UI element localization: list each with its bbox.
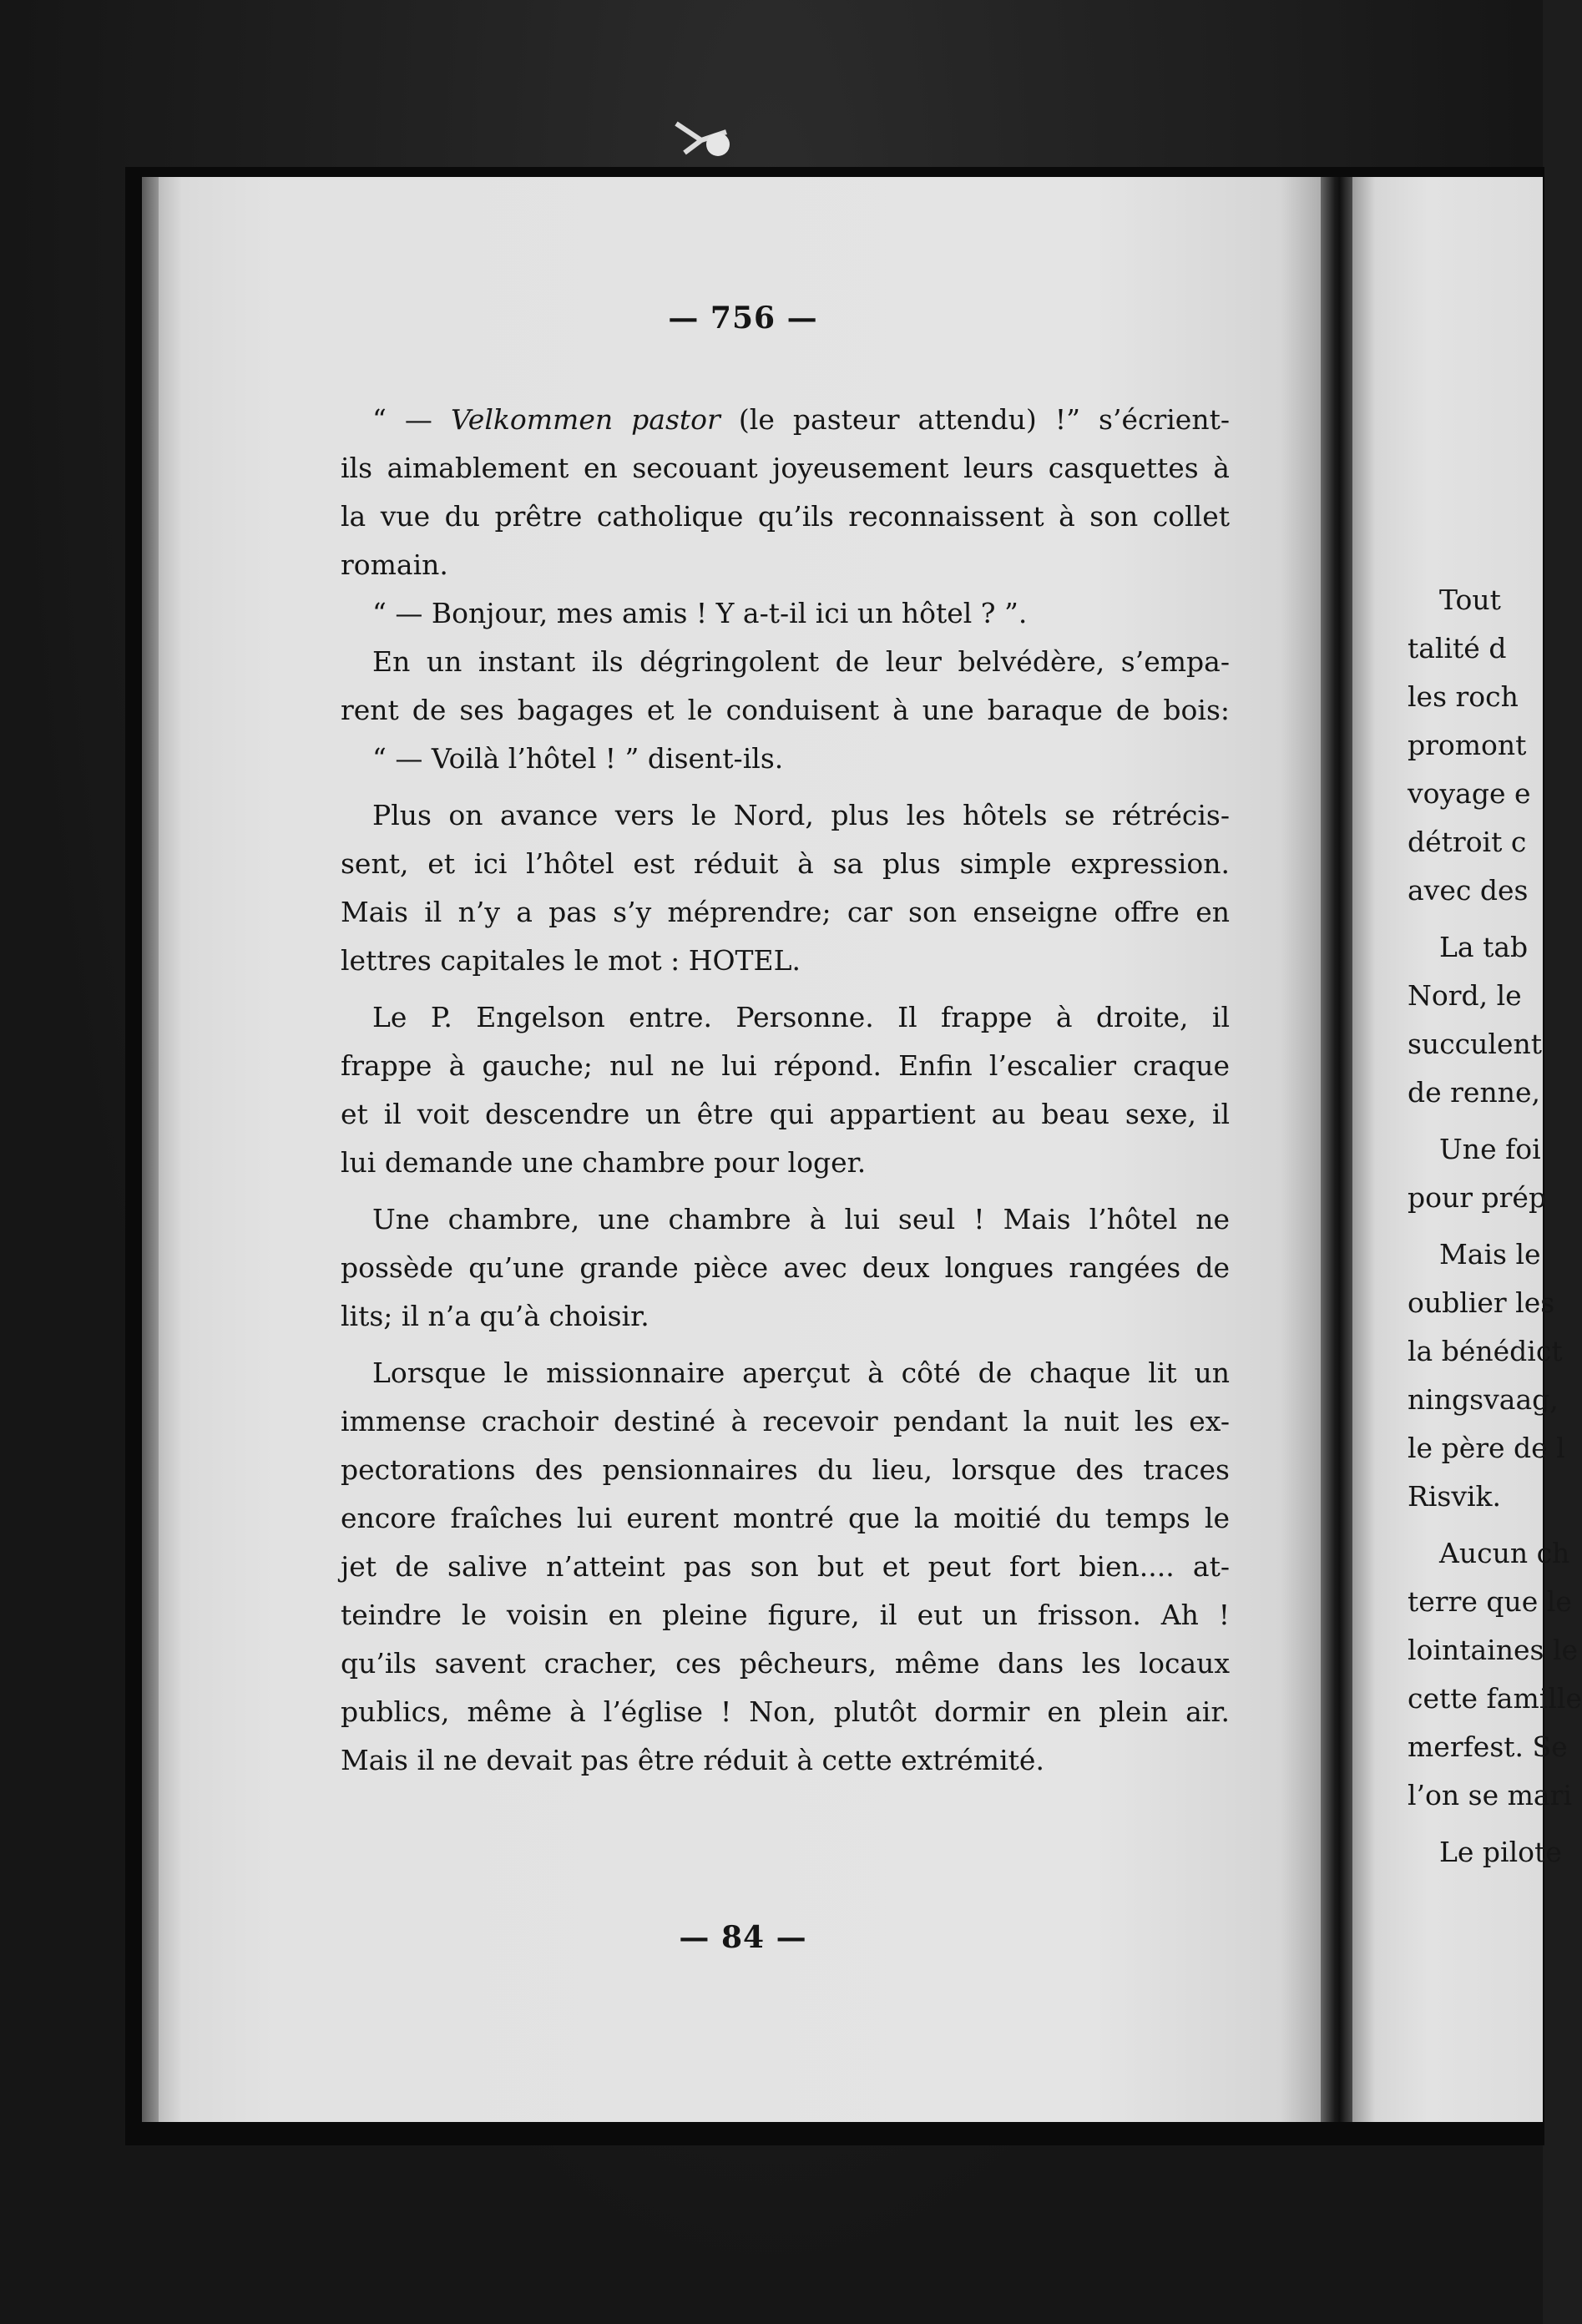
text-line: Le P. Engelson entre. Personne. Il frappe à droite, il	[372, 1001, 1230, 1033]
text-line: Mais il ne devait pas être réduit à cette extrémité.	[341, 1744, 1044, 1776]
text-line: La tab	[1439, 931, 1529, 963]
text-line: Mais il n’y a pas s’y méprendre; car son enseigne offre en	[341, 896, 1230, 928]
text-line: oublier les	[1408, 1286, 1555, 1319]
text-line: succulent	[1408, 1028, 1543, 1060]
text-line: Aucun ch	[1439, 1537, 1570, 1569]
text-line: frappe à gauche; nul ne lui répond. Enfin l’escalier craque	[341, 1049, 1230, 1082]
text-line: détroit c	[1408, 826, 1527, 858]
text-line: les roch	[1408, 680, 1519, 713]
page-stack-edge	[142, 177, 160, 2122]
text-line: Tout	[1439, 584, 1501, 616]
text-line: Lorsque le missionnaire aperçut à côté de chaque lit un	[372, 1357, 1230, 1389]
text-line: ils aimablement en secouant joyeusement leurs casquettes à	[341, 452, 1230, 484]
text-line: possède qu’une grande pièce avec deux longues rangées de	[341, 1251, 1230, 1284]
text-line: Le pilote	[1439, 1836, 1562, 1868]
text-line: voyage e	[1408, 777, 1531, 810]
text-line: lettres capitales le mot : HOTEL.	[341, 944, 801, 977]
text-line: promont	[1408, 729, 1527, 761]
text-line: l’on se mari	[1408, 1779, 1572, 1811]
text-line: “ — Voilà l’hôtel ! ” disent-ils.	[372, 742, 784, 775]
text-line: lits; il n’a qu’à choisir.	[341, 1300, 649, 1332]
text-line: immense crachoir destiné à recevoir pendant la nuit les ex-	[341, 1405, 1230, 1437]
text-line: jet de salive n’atteint pas son but et peut fort bien.... at-	[341, 1550, 1230, 1583]
page-footer-number: — 84 —	[679, 1920, 807, 1955]
text-line: la bénédict	[1408, 1335, 1563, 1367]
text-line: En un instant ils dégringolent de leur belvédère, s’empa-	[372, 645, 1230, 678]
text-line: Nord, le	[1408, 979, 1522, 1012]
page-header-number: — 756 —	[668, 301, 818, 336]
binding-clip-icon	[668, 107, 743, 165]
text-line: Une foi	[1439, 1133, 1541, 1165]
text-line: teindre le voisin en pleine figure, il eut un frisson. Ah !	[341, 1599, 1230, 1631]
text-line: pectorations des pensionnaires du lieu, lorsque des traces	[341, 1453, 1230, 1486]
left-page-body	[341, 396, 1230, 1785]
text-line: ningsvaag,	[1408, 1383, 1559, 1416]
text-line: Une chambre, une chambre à lui seul ! Mais l’hôtel ne	[372, 1203, 1230, 1235]
text-line: avec des	[1408, 874, 1529, 907]
book-gutter	[1321, 177, 1352, 2122]
text-line: Risvik.	[1408, 1480, 1502, 1513]
text-line: de renne,	[1408, 1076, 1540, 1109]
text-line: terre que le	[1408, 1585, 1572, 1618]
right-page-body	[1408, 576, 1582, 1877]
text-line: Plus on avance vers le Nord, plus les hôtels se rétrécis-	[372, 799, 1230, 831]
text-line: pour prép	[1408, 1181, 1547, 1214]
text-line: “ — Bonjour, mes amis ! Y a-t-il ici un hôtel ? ”.	[372, 597, 1028, 629]
italic-phrase: Velkommen pastor	[451, 403, 720, 436]
text-line: qu’ils savent cracher, ces pêcheurs, même dans les locaux	[341, 1647, 1230, 1680]
text-line: lointaines le	[1408, 1634, 1579, 1666]
text-line: talité d	[1408, 632, 1507, 664]
text-line: Mais le	[1439, 1238, 1541, 1271]
text-line: rent de ses bagages et le conduisent à une baraque de bois:	[341, 694, 1230, 726]
text-line: lui demande une chambre pour loger.	[341, 1146, 867, 1179]
text-line: publics, même à l’église ! Non, plutôt dormir en plein air.	[341, 1695, 1230, 1728]
text-line: la vue du prêtre catholique qu’ils reconnaissent à son collet	[341, 500, 1230, 533]
text-line: le père de l	[1408, 1432, 1565, 1464]
text-line: et il voit descendre un être qui appartient au beau sexe, il	[341, 1098, 1230, 1130]
text-line: “ — Velkommen pastor (le pasteur attendu) !” s’écrient-	[372, 403, 1230, 436]
text-line: merfest. Se	[1408, 1730, 1568, 1763]
text-line: romain.	[341, 548, 448, 581]
text-line: cette famille	[1408, 1682, 1582, 1715]
text-line: encore fraîches lui eurent montré que la moitié du temps le	[341, 1502, 1230, 1534]
text-line: sent, et ici l’hôtel est réduit à sa plus simple expression.	[341, 847, 1230, 880]
